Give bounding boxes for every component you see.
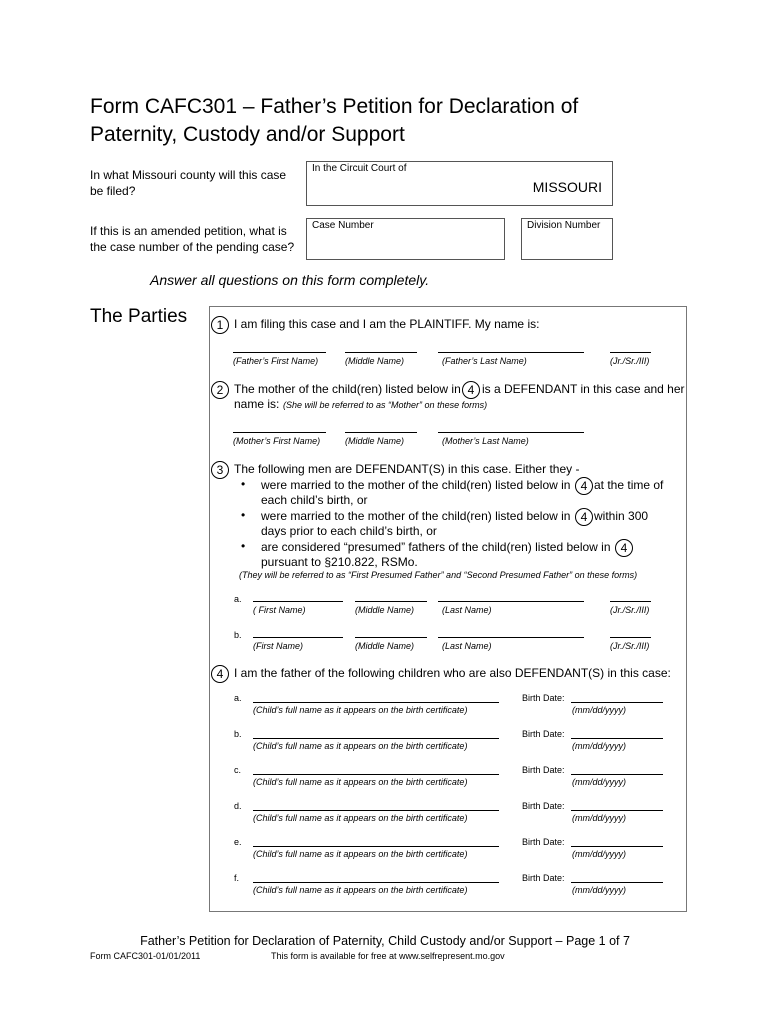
father-suffix-caption: (Jr./Sr./III) [610,356,650,366]
child-c-date-caption: (mm/dd/yyyy) [572,777,626,787]
mother-first-name-caption: (Mother’s First Name) [233,436,321,446]
section-2-note: (She will be referred to as “Mother” on these forms) [283,400,488,410]
section-2-text-a: The mother of the child(ren) listed below in [234,382,461,396]
section-4-text: I am the father of the following children who are also DEFENDANT(S) in this case: [234,666,671,680]
presumed-b-suffix-line[interactable] [610,637,651,638]
section-3-text: The following men are DEFENDANT(S) in this case. Either they - [234,462,580,476]
child-c-caption: (Child’s full name as it appears on the birth certificate) [253,777,468,787]
father-first-name-line[interactable] [233,352,326,353]
presumed-a-suffix-line[interactable] [610,601,651,602]
child-c-birth-line[interactable] [571,774,663,775]
child-d-letter: d. [234,801,242,811]
child-a-date-caption: (mm/dd/yyyy) [572,705,626,715]
mother-last-name-caption: (Mother’s Last Name) [442,436,529,446]
child-a-caption: (Child’s full name as it appears on the birth certificate) [253,705,468,715]
father-middle-name-caption: (Middle Name) [345,356,405,366]
mother-last-name-line[interactable] [438,432,584,433]
section-2-ref: 4 [462,381,480,399]
child-a-birth-line[interactable] [571,702,663,703]
bullet-1-text-b: at the time of [594,478,664,492]
bullet-3-text-a: are considered “presumed” fathers of the child(ren) listed below in [261,540,611,554]
father-middle-name-line[interactable] [345,352,417,353]
footer-form-number: Form CAFC301-01/01/2011 [90,951,201,961]
child-d-birth-label: Birth Date: [522,801,565,811]
bullet-1-text-a: were married to the mother of the child(ren) listed below in [261,478,571,492]
child-b-name-line[interactable] [253,738,499,739]
footer-title: Father’s Petition for Declaration of Paternity, Child Custody and/or Support – Page 1 of 7 [140,934,630,948]
child-d-date-caption: (mm/dd/yyyy) [572,813,626,823]
presumed-b-first-caption: (First Name) [253,641,303,651]
bullet-2-ref: 4 [575,508,593,526]
section-3-number: 3 [211,461,229,479]
section-2-text-b: is a DEFENDANT in this case and her [482,382,685,396]
child-b-caption: (Child’s full name as it appears on the birth certificate) [253,741,468,751]
form-title: Form CAFC301 – Father’s Petition for Declaration of Paternity, Custody and/or Support [90,95,579,146]
county-question: In what Missouri county will this case be filed? [90,168,287,198]
presumed-a-last-caption: (Last Name) [442,605,492,615]
child-f-letter: f. [234,873,240,883]
child-b-birth-label: Birth Date: [522,729,565,739]
bullet-2-text-b: within 300 [594,509,649,523]
case-number-label: Case Number [312,220,374,231]
section-1-text: I am filing this case and I am the PLAINTIFF. My name is: [234,317,540,331]
footer-note: This form is available for free at www.selfrepresent.mo.gov [271,951,505,961]
presumed-a-middle-caption: (Middle Name) [355,605,415,615]
presumed-a-first-line[interactable] [253,601,343,602]
presumed-a-middle-line[interactable] [355,601,427,602]
child-f-caption: (Child’s full name as it appears on the birth certificate) [253,885,468,895]
child-b-birth-line[interactable] [571,738,663,739]
child-f-date-caption: (mm/dd/yyyy) [572,885,626,895]
presumed-a-last-line[interactable] [438,601,584,602]
bullet-2-text-a: were married to the mother of the child(ren) listed below in [261,509,571,523]
child-c-letter: c. [234,765,242,775]
child-d-birth-line[interactable] [571,810,663,811]
instruction-text: Answer all questions on this form completely. [150,272,430,288]
section-1-number: 1 [211,316,229,334]
child-e-birth-label: Birth Date: [522,837,565,847]
child-f-birth-label: Birth Date: [522,873,565,883]
child-a-name-line[interactable] [253,702,499,703]
child-f-birth-line[interactable] [571,882,663,883]
child-b-date-caption: (mm/dd/yyyy) [572,741,626,751]
presumed-b-middle-line[interactable] [355,637,427,638]
presumed-b-last-line[interactable] [438,637,584,638]
section-3-note: (They will be referred to as “First Presumed Father” and “Second Presumed Father” on these forms) [239,570,638,580]
bullet-1-marker: • [241,477,246,491]
bullet-2-text-c: days prior to each child’s birth, or [261,524,437,538]
presumed-b-suffix-caption: (Jr./Sr./III) [610,641,650,651]
child-c-name-line[interactable] [253,774,499,775]
child-c-birth-label: Birth Date: [522,765,565,775]
child-b-letter: b. [234,729,242,739]
child-f-name-line[interactable] [253,882,499,883]
father-suffix-line[interactable] [610,352,651,353]
circuit-court-label: In the Circuit Court of [312,163,407,174]
father-last-name-line[interactable] [438,352,584,353]
division-number-label: Division Number [527,220,601,231]
child-e-birth-line[interactable] [571,846,663,847]
parties-heading: The Parties [90,306,188,327]
presumed-b-middle-caption: (Middle Name) [355,641,415,651]
section-2-number: 2 [211,381,229,399]
bullet-3-text-c: pursuant to §210.822, RSMo. [261,555,418,569]
child-e-name-line[interactable] [253,846,499,847]
presumed-row-b-letter: b. [234,630,242,640]
mother-middle-name-caption: (Middle Name) [345,436,405,446]
circuit-court-box[interactable] [306,161,613,206]
presumed-a-first-caption: ( First Name) [253,605,306,615]
child-a-letter: a. [234,693,242,703]
bullet-3-marker: • [241,539,246,553]
child-e-letter: e. [234,837,242,847]
presumed-row-a-letter: a. [234,594,242,604]
division-number-box[interactable] [521,218,613,260]
child-e-date-caption: (mm/dd/yyyy) [572,849,626,859]
child-d-caption: (Child’s full name as it appears on the birth certificate) [253,813,468,823]
presumed-a-suffix-caption: (Jr./Sr./III) [610,605,650,615]
bullet-1-text-c: each child’s birth, or [261,493,368,507]
father-last-name-caption: (Father’s Last Name) [442,356,527,366]
mother-first-name-line[interactable] [233,432,326,433]
amended-question: If this is an amended petition, what is the case number of the pending case? [90,224,295,254]
presumed-b-last-caption: (Last Name) [442,641,492,651]
section-4-number: 4 [211,665,229,683]
case-number-box[interactable] [306,218,505,260]
child-e-caption: (Child’s full name as it appears on the birth certificate) [253,849,468,859]
presumed-b-first-line[interactable] [253,637,343,638]
state-value: MISSOURI [532,179,602,195]
father-first-name-caption: (Father’s First Name) [233,356,319,366]
mother-middle-name-line[interactable] [345,432,417,433]
child-a-birth-label: Birth Date: [522,693,565,703]
bullet-3-ref: 4 [615,539,633,557]
child-d-name-line[interactable] [253,810,499,811]
bullet-1-ref: 4 [575,477,593,495]
bullet-2-marker: • [241,508,246,522]
section-2-text-c: name is: [234,397,280,411]
